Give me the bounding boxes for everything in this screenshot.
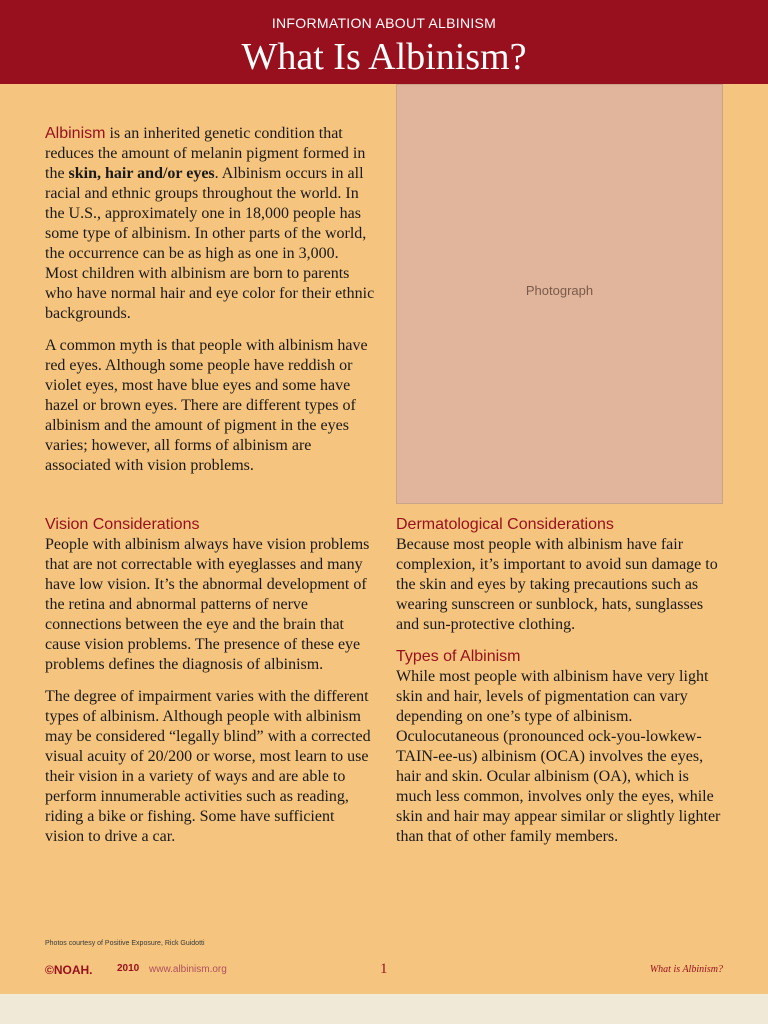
page-title: What Is Albinism? bbox=[241, 36, 527, 78]
vision-paragraph-1: People with albinism always have vision problems that are not correctable with eyeglasses and many have low vision. It’s the abnormal development of the retina and abnormal patterns of nerve connections between the eye and the brain that cause vision problems. The presence of these eye problems defines the diagnosis of albinism. bbox=[45, 536, 370, 673]
types-heading: Types of Albinism bbox=[396, 648, 521, 665]
footer bbox=[45, 961, 723, 979]
vision-section bbox=[45, 515, 375, 859]
vision-heading: Vision Considerations bbox=[45, 516, 200, 533]
header-kicker: INFORMATION ABOUT ALBINISM bbox=[271, 15, 497, 31]
vision-paragraph-2: The degree of impairment varies with the different types of albinism. Although people with albinism may be considered “legally blind” with a corrected visual acuity of 20/200 or worse, most learn to use their vision in a variety of ways and are able to perform innumerable activities such as reading, riding a bike or fishing. Some have sufficient vision to drive a car. bbox=[45, 688, 371, 845]
photo-placeholder bbox=[396, 84, 723, 504]
page-number: 1 bbox=[380, 961, 388, 977]
footer-year: 2010 bbox=[117, 963, 140, 974]
intro-section bbox=[45, 124, 375, 488]
intro-paragraph-2: A common myth is that people with albinism have red eyes. Although some people have reddish or violet eyes, most have blue eyes and some have hazel or brown eyes. There are different types of albinism and the amount of pigment in the eyes varies; however, all forms of albinism are associated with vision problems. bbox=[45, 337, 368, 474]
photo-caption: Photograph bbox=[525, 283, 594, 298]
dermatological-heading: Dermatological Considerations bbox=[396, 516, 614, 533]
noah-logo: ©NOAH. bbox=[45, 963, 93, 977]
types-paragraph: While most people with albinism have very light skin and hair, levels of pigmentation can vary depending on one’s type of albinism. Oculocutaneous (pronounced ock-you-lowkew-TAIN-ee-us) albinism (OCA) involves the eyes, hair and skin. Ocular albinism (OA), which is much less common, involves only the eyes, while skin and hair may appear similar or slightly lighter than that of other family members. bbox=[396, 668, 721, 845]
photo-credit: Photos courtesy of Positive Exposure, Rick Guidotti bbox=[45, 940, 205, 947]
footer-url[interactable]: www.albinism.org bbox=[149, 964, 227, 975]
intro-bold-phrase: skin, hair and/or eyes bbox=[68, 165, 215, 182]
intro-paragraph-1 bbox=[45, 124, 375, 324]
intro-text-b: . Albinism occurs in all racial and ethnic groups throughout the world. In the U.S., approximately one in 18,000 people has some type of albinism. In other parts of the world, the occurrence can be as high as one in 3,000. Most children with albinism are born to parents who have normal hair and eye color for their ethnic backgrounds. bbox=[45, 165, 375, 322]
header-banner bbox=[0, 0, 768, 84]
footer-doc-title: What is Albinism? bbox=[649, 964, 723, 975]
right-column bbox=[396, 515, 726, 859]
intro-lead-term: Albinism bbox=[45, 125, 106, 142]
intro-text-a: is an inherited genetic condition that reduces the amount of melanin pigment formed in the bbox=[45, 125, 366, 182]
dermatological-paragraph: Because most people with albinism have fair complexion, it’s important to avoid sun damage to the skin and eyes by taking precautions such as wearing sunscreen or sunblock, hats, sunglasses and sun-protective clothing. bbox=[396, 536, 718, 633]
